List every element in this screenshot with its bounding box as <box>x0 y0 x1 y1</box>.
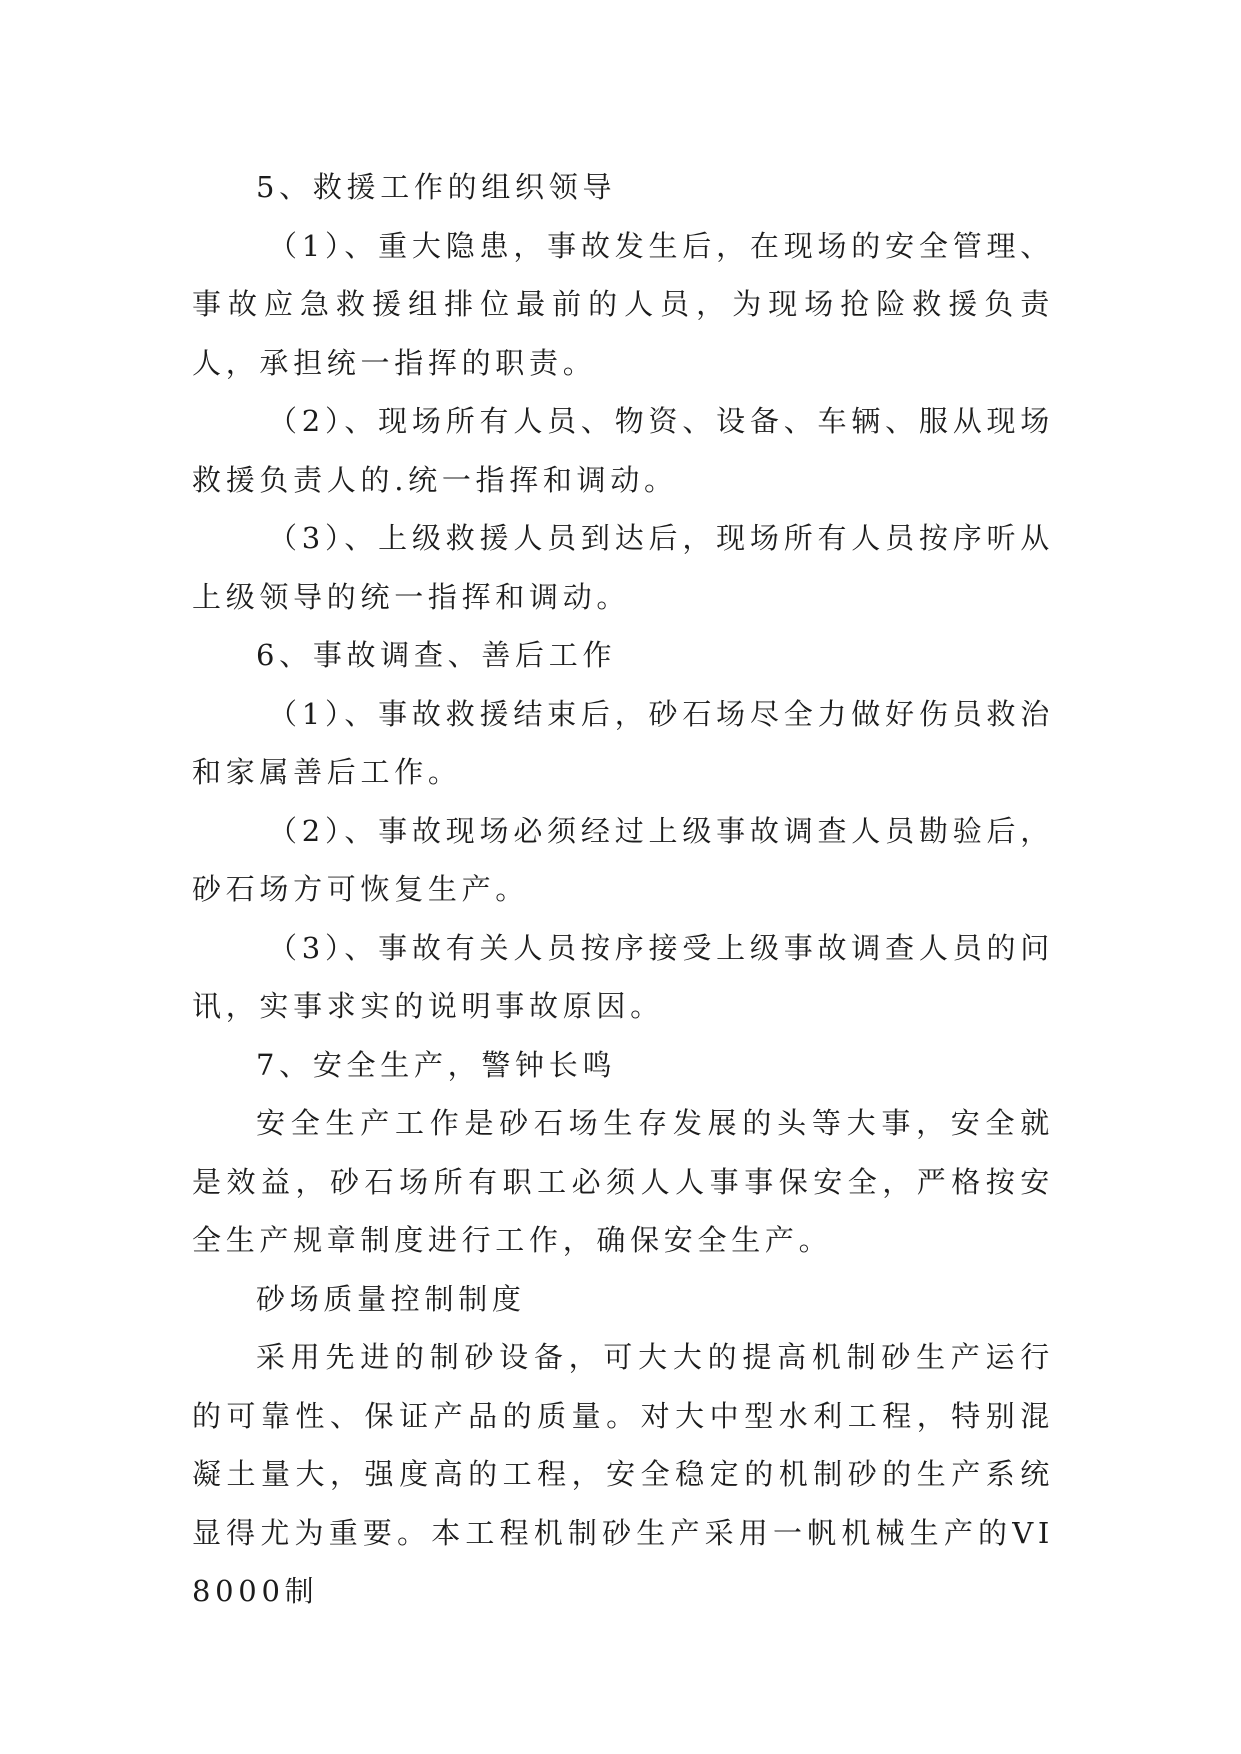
paragraph-investigation-item-2: （2）、事故现场必须经过上级事故调查人员勘验后，砂石场方可恢复生产。 <box>192 813 1054 906</box>
section-heading-quality-control: 砂场质量控制制度 <box>256 1281 526 1316</box>
paragraph-rescue-item-3: （3）、上级救援人员到达后，现场所有人员按序听从上级领导的统一指挥和调动。 <box>192 521 1054 614</box>
paragraph-safety-body: 安全生产工作是砂石场生存发展的头等大事，安全就是效益，砂石场所有职工必须人人事事保安全，严格按安全生产规章制度进行工作，确保安全生产。 <box>192 1106 1054 1257</box>
paragraph-quality-body: 采用先进的制砂设备，可大大的提高机制砂生产运行的可靠性、保证产品的质量。对大中型水利工程，特别混凝土量大，强度高的工程，安全稳定的机制砂的生产系统显得尤为重要。本工程机制砂生产采用一帆机械生产的VI8000制 <box>192 1340 1054 1608</box>
section-heading-investigation: 6、事故调查、善后工作 <box>256 638 617 672</box>
paragraph-investigation-item-3: （3）、事故有关人员按序接受上级事故调查人员的问讯，实事求实的说明事故原因。 <box>192 930 1054 1023</box>
section-heading-rescue-organization: 5、救援工作的组织领导 <box>256 170 617 204</box>
paragraph-investigation-item-1: （1）、事故救援结束后，砂石场尽全力做好伤员救治和家属善后工作。 <box>192 696 1054 789</box>
paragraph-rescue-item-1: （1）、重大隐患，事故发生后，在现场的安全管理、事故应急救援组排位最前的人员，为现场抢险救援负责人，承担统一指挥的职责。 <box>192 228 1054 380</box>
paragraph-rescue-item-2: （2）、现场所有人员、物资、设备、车辆、服从现场救援负责人的.统一指挥和调动。 <box>192 404 1054 497</box>
section-heading-safety: 7、安全生产，警钟长鸣 <box>256 1047 617 1082</box>
document-body <box>192 158 1054 1621</box>
